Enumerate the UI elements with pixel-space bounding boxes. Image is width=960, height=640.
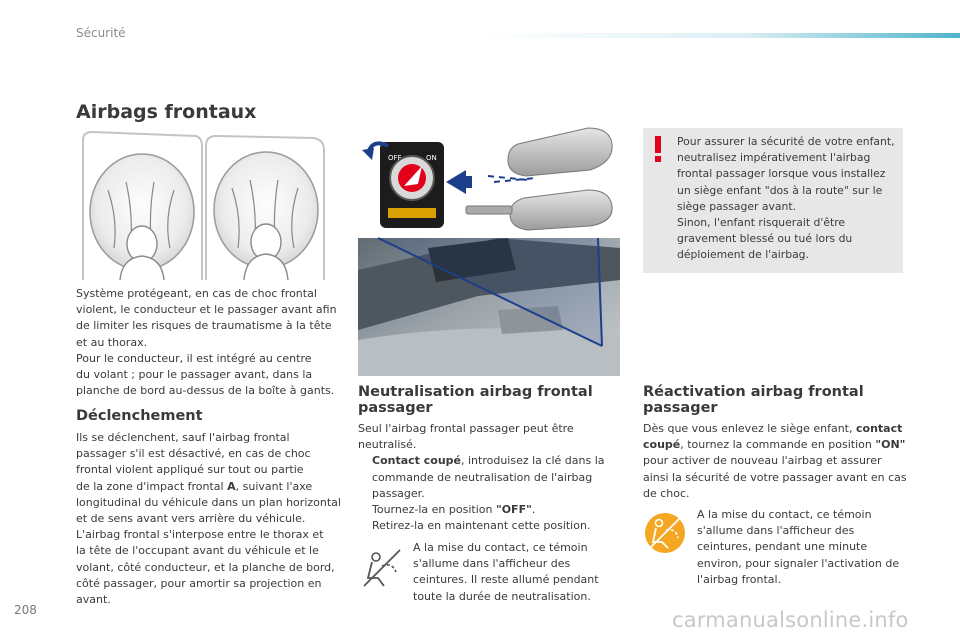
section-header: Sécurité	[76, 26, 126, 40]
svg-text:OFF: OFF	[388, 154, 402, 162]
airbags-deployed-illustration	[78, 130, 328, 282]
neutralisation-paragraph: Seul l'airbag frontal passager peut être neutralisé. Contact coupé, introduisez la clé dans la commande de neutralisation de l'airbag passager. Tournez-la en position "OFF". Retirez-la en maintenant cette position.	[358, 422, 605, 533]
page-title: Airbags frontaux	[76, 101, 257, 123]
neutralisation-note: A la mise du contact, ce témoin s'allume dans l'afficheur des ceintures. Il reste allumé pendant toute la durée de neutralisation.	[413, 541, 599, 603]
watermark: carmanualsonline.info	[672, 608, 909, 632]
declenchement-paragraph: Ils se déclenchent, sauf l'airbag frontal passager s'il est désactivé, en cas de choc frontal violent appliqué sur tout ou partie de la zone d'impact frontal A, suivant l'axe longitudinal du véhicule dans un plan horizontal et de sens avant vers arrière du véhicule. L'airbag frontal s'interpose entre le thorax et la tête de l'occupant avant du véhicule et le volant, côté conducteur, et la planche de bord, côté passager, pour amortir sa projection en avant.	[76, 431, 341, 607]
reactivation-heading: Réactivation airbag frontal passager	[643, 384, 864, 416]
svg-text:ON: ON	[426, 154, 437, 162]
neutralisation-heading: Neutralisation airbag frontal passager	[358, 384, 593, 416]
header-accent-bar	[480, 33, 960, 38]
airbag-on-warning-icon	[644, 512, 686, 554]
airbag-switch-illustration	[358, 120, 620, 376]
page-number: 208	[14, 603, 37, 617]
reactivation-paragraph: Dès que vous enlevez le siège enfant, contact coupé, tournez la commande en position "ON" pour activer de nouveau l'airbag et assurer ainsi la sécurité de votre passager avant en cas de choc.	[643, 422, 907, 500]
warning-text: Pour assurer la sécurité de votre enfant, neutralisez impérativement l'airbag frontal passager lorsque vous installez un siège enfant "dos à la route" sur le siège passager avant. Sinon, l'enfant risquerait d'être gravement blessé ou tué lors du déploiement de l'airbag.	[677, 135, 895, 262]
airbag-off-warning-icon	[362, 548, 402, 588]
declenchement-heading: Déclenchement	[76, 408, 203, 424]
exclamation-icon	[652, 136, 664, 162]
intro-paragraph: Système protégeant, en cas de choc frontal violent, le conducteur et le passager avant afin de limiter les risques de traumatisme à la tête et au thorax. Pour le conducteur, il est intégré au centre du volant ; pour le passager avant, dans la planche de bord au-dessus de la boîte à gants.	[76, 287, 337, 398]
reactivation-note: A la mise du contact, ce témoin s'allume dans l'afficheur des ceintures, pendant une minute environ, pour signaler l'activation de l'airbag frontal.	[697, 508, 900, 586]
